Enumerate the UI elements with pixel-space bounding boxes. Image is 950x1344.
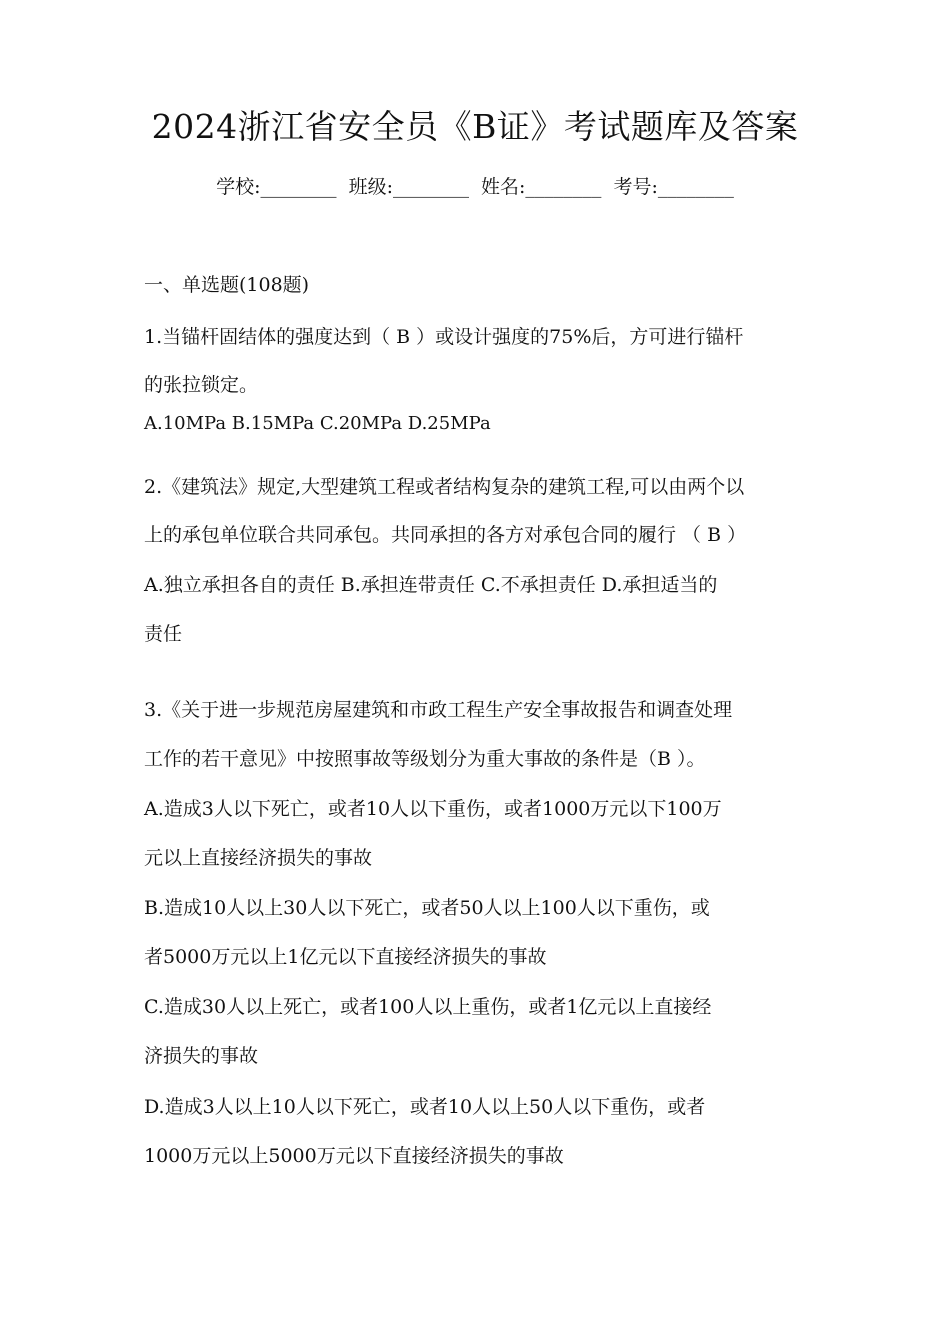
question-3-option-b-line-2: 者5000万元以上1亿元以下直接经济损失的事故: [144, 946, 547, 968]
student-info-row: [0, 172, 950, 202]
question-3-option-d-line-2: 1000万元以上5000万元以下直接经济损失的事故: [144, 1145, 564, 1167]
question-1-text-line-2: 的张拉锁定。: [144, 374, 259, 396]
question-3-text-line-2: 工作的若干意见》中按照事故等级划分为重大事故的条件是（B ）。: [144, 748, 706, 770]
question-1-options: A.10MPa B.15MPa C.20MPa D.25MPa: [144, 413, 491, 434]
question-3-option-a-line-1: A.造成3人以下死亡，或者10人以下重伤，或者1000万元以下100万: [144, 798, 722, 820]
class-field: 班级:________: [348, 176, 469, 198]
document-title: 2024浙江省安全员《B证》考试题库及答案: [151, 107, 799, 146]
question-3-option-a-line-2: 元以上直接经济损失的事故: [144, 847, 373, 869]
question-2-text-line-2: 上的承包单位联合共同承包。共同承担的各方对承包合同的履行 （ B ）: [144, 524, 747, 546]
question-2-options-line-1: A.独立承担各自的责任 B.承担连带责任 C.不承担责任 D.承担适当的: [144, 574, 718, 596]
question-3-option-c-line-2: 济损失的事故: [144, 1045, 259, 1067]
question-2-options-line-2: 责任: [144, 623, 183, 645]
question-3-option-c-line-1: C.造成30人以上死亡，或者100人以上重伤，或者1亿元以上直接经: [144, 996, 712, 1018]
question-1-text-line-1: 1.当锚杆固结体的强度达到（ B ）或设计强度的75%后，方可进行锚杆: [144, 326, 744, 348]
question-2-text-line-1: 2.《建筑法》规定,大型建筑工程或者结构复杂的建筑工程,可以由两个以: [144, 476, 745, 498]
school-field: 学校:________: [216, 176, 337, 198]
question-3-text-line-1: 3.《关于进一步规范房屋建筑和市政工程生产安全事故报告和调查处理: [144, 699, 733, 721]
question-3-option-b-line-1: B.造成10人以上30人以下死亡，或者50人以上100人以下重伤，或: [144, 897, 710, 919]
exam-number-field: 考号:________: [613, 176, 734, 198]
name-field: 姓名:________: [481, 176, 602, 198]
section-heading: 一、单选题(108题): [144, 274, 310, 296]
question-3-option-d-line-1: D.造成3人以上10人以下死亡，或者10人以上50人以下重伤，或者: [144, 1096, 706, 1118]
